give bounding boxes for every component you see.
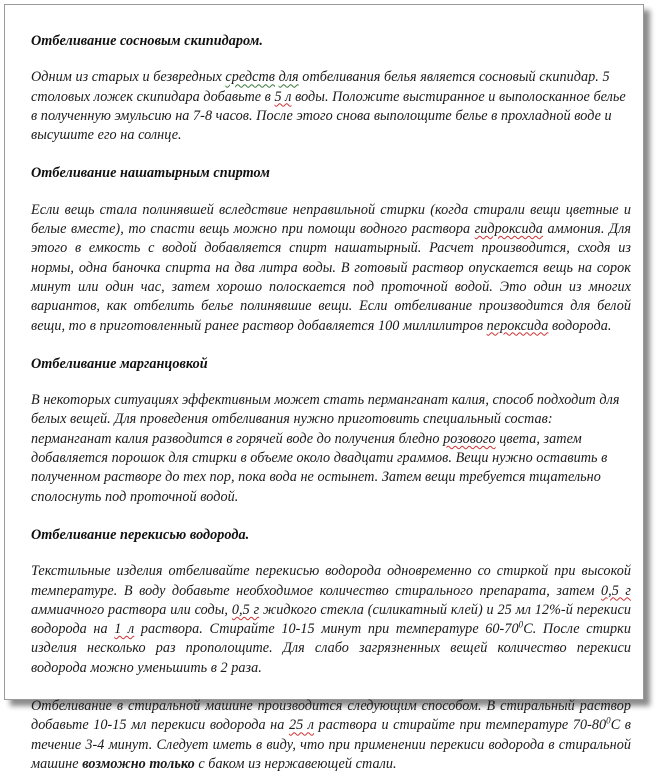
text-segment: раствора и стирайте при температуре 70-80 (314, 717, 607, 734)
paragraph-ammonia (31, 201, 631, 336)
text-segment: 5 л (274, 88, 292, 105)
paragraph-turpentine (31, 68, 631, 145)
text-segment: Если вещь стала полинявшей вследствие неправильной стирки (когда стирали вещи цветные и белые вместе), то спасти вещь можно при помощи водного раствора (31, 201, 631, 238)
text-segment: Одним из старых и безвредных (31, 69, 226, 86)
text-segment: жидкого стекла (силикатный клей) и 25 мл 12%-й перекиси водорода на (31, 601, 631, 638)
text-segment: с баком из нержавеющей стали. (194, 755, 397, 772)
paragraph-peroxide-1 (31, 562, 631, 678)
document-body (31, 32, 631, 774)
text-segment: цвета, затем добавляется порошок для стирки в объеме около двадцати граммов. Вещи нужно оставить в полученном растворе до тех пор, пока вода не остынет. Затем вещи требуется тщательно сполоснуть под проточной водой. (31, 430, 608, 505)
text-segment: В некоторых ситуациях эффективным может стать перманганат калия, способ подходит для белых вещей. Для проведения отбеливания нужно приготовить специальный состав: перманганат калия разводится в горячей воде до получения бледно (31, 392, 620, 447)
text-segment: воды. Положите выстиранное и выполосканное белье в полученную эмульсию на 7-8 часов. После этого снова выполощите белье в прохладной воде и высушите его на солнце. (31, 88, 626, 144)
text-segment: 0,5 г (231, 601, 260, 618)
text-segment: возможно только (82, 755, 195, 772)
text-segment: розового (443, 430, 496, 447)
text-segment: раствора. Стирайте 10-15 минут при температуре 60-70 (134, 621, 519, 638)
text-segment: 0 (606, 715, 611, 726)
heading-permanganate: Отбеливание марганцовкой (31, 355, 208, 372)
paragraph-permanganate (31, 391, 631, 507)
text-segment: 0 (518, 619, 524, 630)
text-segment: водорода. (548, 317, 612, 334)
text-segment: С. После стирки изделия несколько раз прополощите. Для слабо загрязненных вещей количество перекиси водорода можно уменьшить в 2 раза. (31, 621, 631, 676)
paragraph-peroxide-2 (31, 697, 631, 774)
text-segment: гидроксида (474, 221, 543, 238)
heading-peroxide: Отбеливание перекисью водорода. (31, 526, 250, 543)
text-segment: Отбеливание в стиральной машине производится следующим способом. В стиральный раствор добавьте 10-15 мл перекиси водорода на (31, 698, 631, 734)
text-segment: аммиачного раствора или соды, (31, 601, 232, 618)
text-segment: пероксида (486, 317, 549, 334)
text-segment: С в течение 3-4 минут. Следует иметь в виду, что при применении перекиси водорода в стиральной машине (31, 717, 631, 772)
text-segment: аммония. Для этого в емкость с водой добавляется спирт нашатырный. Расчет производится, сходя из нормы, одна баночка спирта на два литра воды. В готовый раствор опускается вещь на сорок минут или один час, затем хорошо полоскается под проточной водой. Это один из многих вариантов, как отбелить белье полинявшие вещи. Если отбеливание производится для белой вещи, то в приготовленный ранее раствор добавляется 100 миллилитров (31, 221, 631, 334)
heading-turpentine: Отбеливание сосновым скипидаром. (31, 33, 263, 49)
text-segment: для (278, 69, 299, 86)
text-segment: отбеливания белья является сосновый скипидар. 5 столовых ложек скипидара добавьте в (31, 69, 610, 105)
heading-ammonia: Отбеливание нашатырным спиртом (31, 165, 270, 182)
text-segment: 1 л (114, 621, 135, 638)
text-segment: средств (225, 69, 275, 86)
text-segment: 25 л (288, 717, 315, 734)
text-segment: Текстильные изделия отбеливайте перекисью водорода одновременно со стиркой при высокой температуре. В воду добавьте необходимое количество стирального препарата, затем (31, 563, 631, 599)
document-page (4, 4, 644, 772)
text-segment: 0,5 г (601, 582, 631, 599)
